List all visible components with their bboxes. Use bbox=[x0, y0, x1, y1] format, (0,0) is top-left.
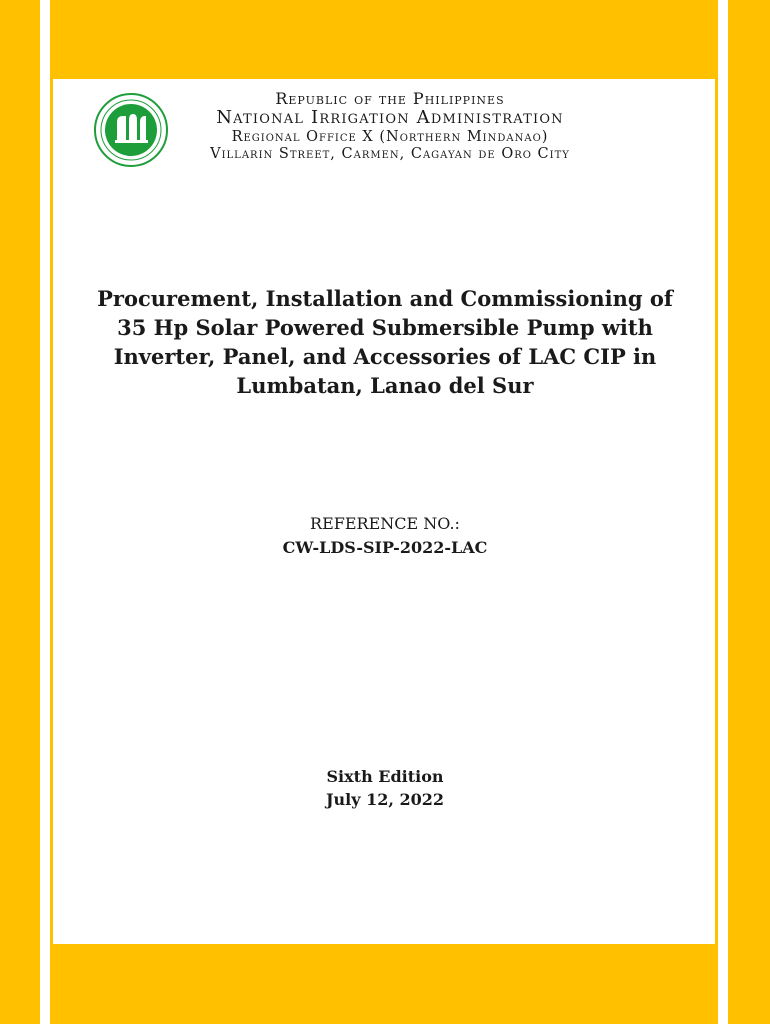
reference-number: CW-LDS-SIP-2022-LAC bbox=[282, 538, 488, 557]
bottom-band bbox=[0, 944, 770, 1024]
title-line-1: Procurement, Installation and Commissioning of bbox=[97, 286, 673, 311]
left-border bbox=[0, 79, 40, 944]
title-line-2: 35 Hp Solar Powered Submersible Pump with bbox=[117, 315, 653, 340]
right-gap bbox=[718, 0, 728, 1024]
right-inner-line bbox=[715, 79, 718, 944]
reference-label: REFERENCE NO.: bbox=[310, 514, 460, 533]
right-border bbox=[728, 79, 770, 944]
left-inner-line bbox=[50, 79, 53, 944]
letterhead-republic: Republic of the Philippines bbox=[275, 89, 505, 108]
letterhead-address: Villarin Street, Carmen, Cagayan de Oro City bbox=[210, 145, 570, 162]
edition-date: July 12, 2022 bbox=[325, 790, 445, 809]
letterhead-agency: National Irrigation Administration bbox=[216, 107, 564, 129]
letterhead-region: Regional Office X (Northern Mindanao) bbox=[231, 129, 549, 146]
edition-name: Sixth Edition bbox=[326, 767, 444, 786]
letterhead bbox=[180, 90, 600, 162]
top-band bbox=[0, 0, 770, 79]
edition-block bbox=[80, 765, 690, 811]
document-title bbox=[80, 284, 690, 400]
title-line-3: Inverter, Panel, and Accessories of LAC CIP in bbox=[113, 344, 657, 369]
nia-seal-icon bbox=[93, 92, 169, 168]
title-line-4: Lumbatan, Lanao del Sur bbox=[236, 373, 534, 398]
left-gap bbox=[40, 0, 50, 1024]
